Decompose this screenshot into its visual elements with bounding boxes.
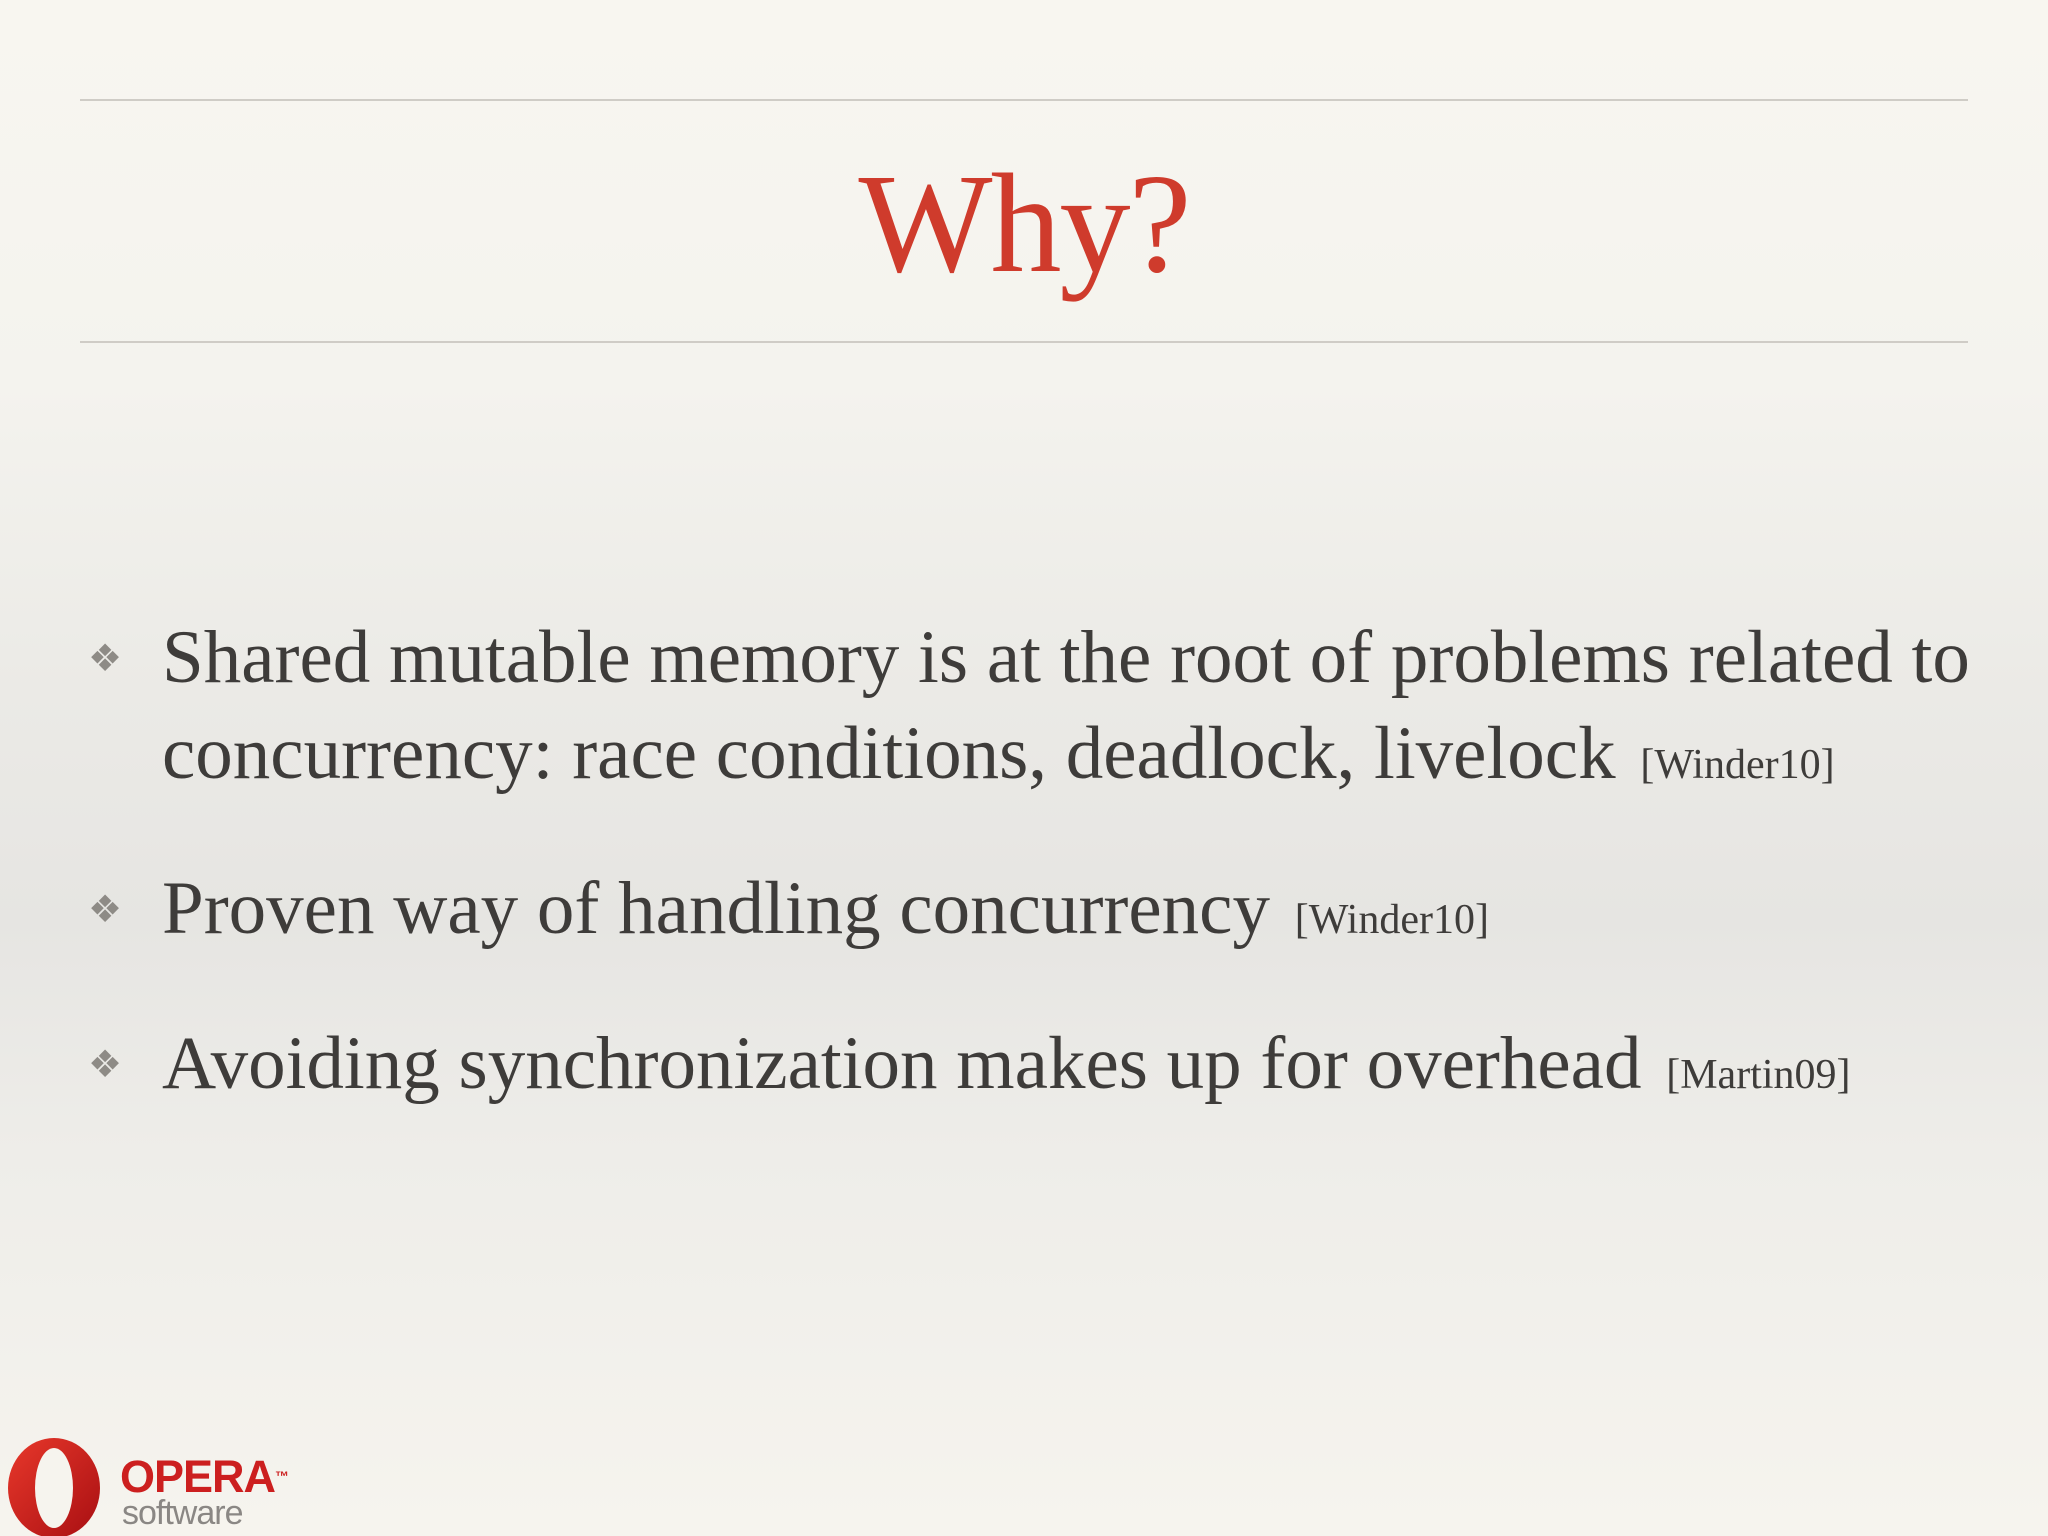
bullet-text: Proven way of handling concurrency xyxy=(162,867,1270,950)
top-divider xyxy=(80,99,1968,101)
slide-title: Why? xyxy=(858,144,1190,302)
logo-wordmark: OPERA™ xyxy=(120,1451,289,1502)
bullet-item xyxy=(80,861,1980,968)
fleuron-diamond-icon: ❖ xyxy=(88,1044,123,1086)
title-divider xyxy=(80,341,1968,343)
opera-software-logo xyxy=(0,1420,300,1536)
bullet-list xyxy=(80,610,1980,1171)
trademark-mark: ™ xyxy=(275,1468,289,1484)
citation: [Martin09] xyxy=(1666,1052,1851,1098)
citation: [Winder10] xyxy=(1640,742,1835,788)
logo-subtext: software xyxy=(122,1494,243,1532)
bullet-text: Shared mutable memory is at the root of problems related to concurrency: race conditions, deadlock, livelock xyxy=(162,616,1970,795)
bullet-text: Avoiding synchronization makes up for overhead xyxy=(162,1022,1642,1105)
fleuron-diamond-icon: ❖ xyxy=(88,889,123,931)
opera-o-icon xyxy=(4,1432,108,1536)
fleuron-diamond-icon: ❖ xyxy=(88,638,123,680)
citation: [Winder10] xyxy=(1294,897,1489,943)
bullet-item xyxy=(80,610,1980,813)
bullet-item xyxy=(80,1016,1980,1123)
